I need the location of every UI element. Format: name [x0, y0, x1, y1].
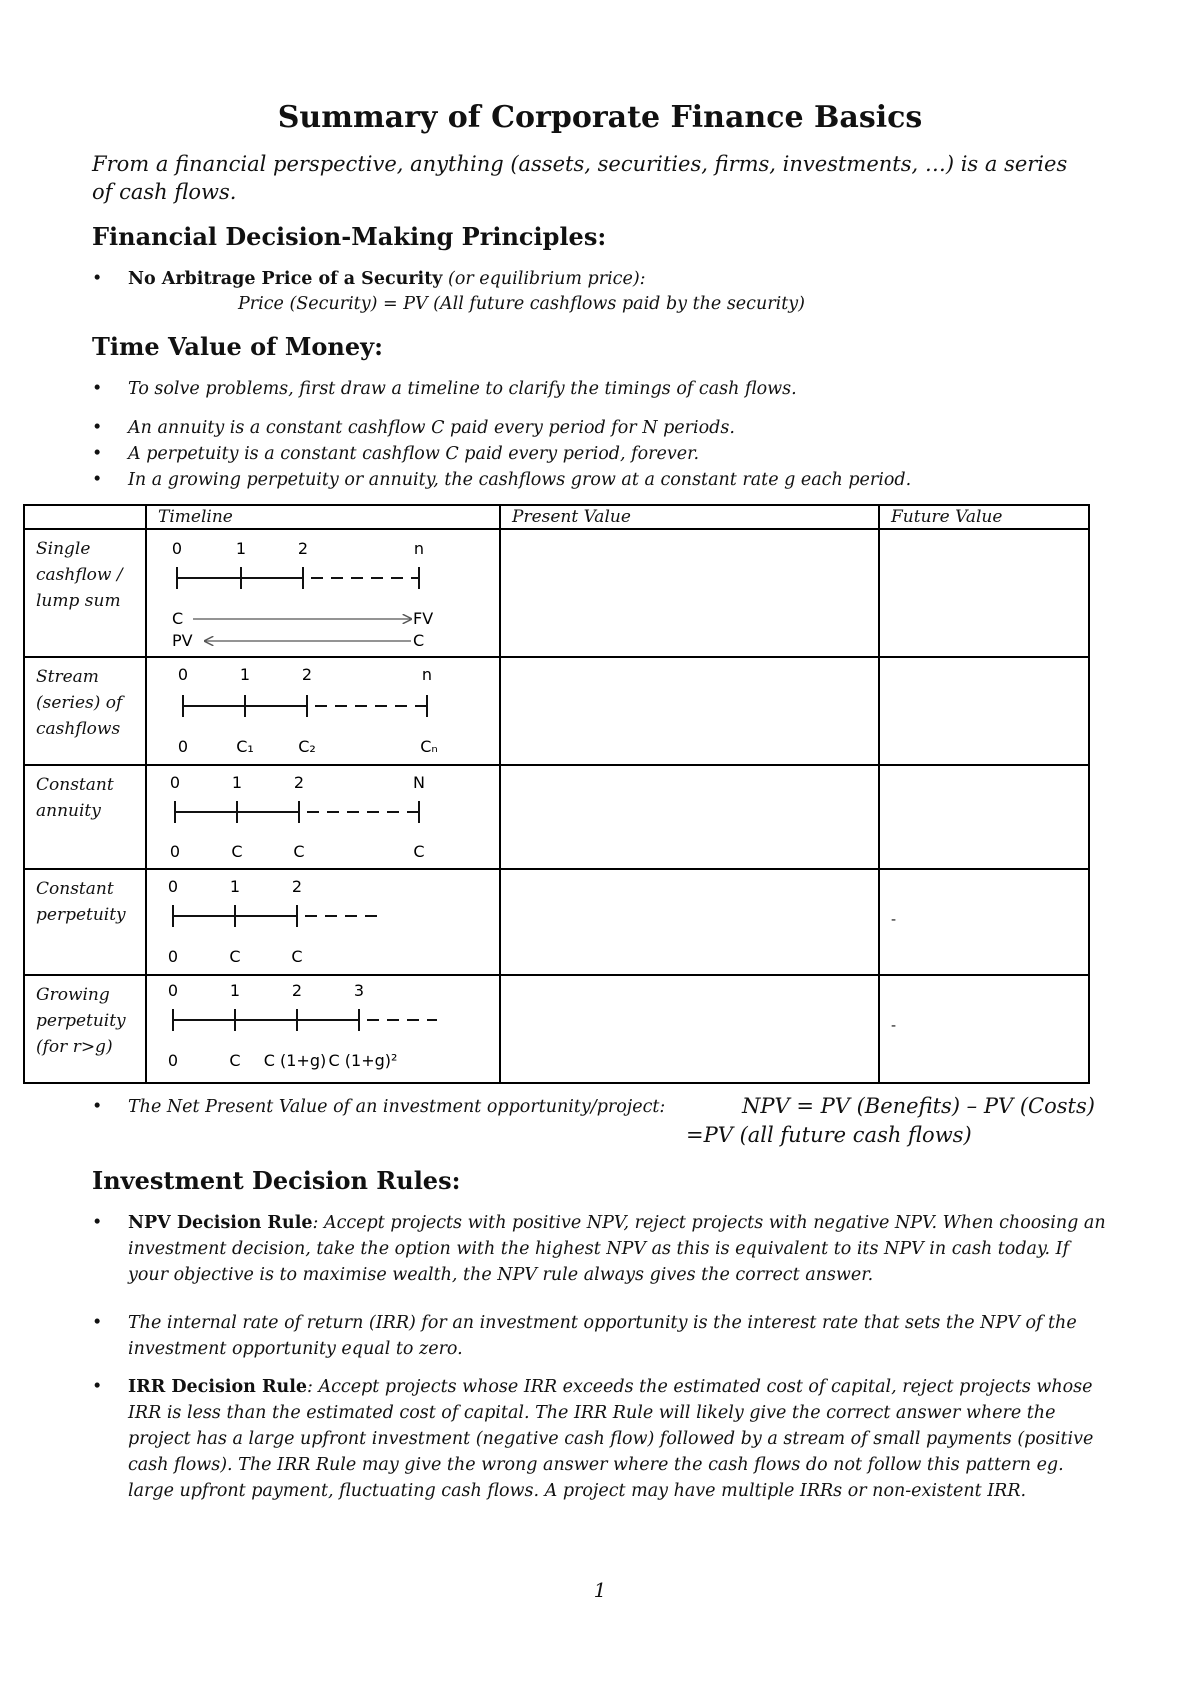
- tick-label: 2: [297, 539, 309, 558]
- row-label: Constant annuity: [24, 765, 146, 869]
- line-left-label: PV: [172, 631, 193, 650]
- page-number: 1: [593, 1578, 607, 1602]
- rules-heading: Investment Decision Rules:: [92, 1166, 461, 1195]
- npv-formula: NPV = PV (Benefits) – PV (Costs): [742, 1094, 1095, 1118]
- pv-cell: [500, 529, 879, 657]
- table-row: [24, 529, 1089, 657]
- row-label: Stream (series) of cashflows: [24, 657, 146, 765]
- timeline-perpetuity: [147, 870, 497, 974]
- tick-label: 2: [301, 665, 313, 684]
- tick-label: 1: [239, 665, 251, 684]
- bullet-dot: •: [92, 269, 103, 289]
- flow-label: C (1+g): [263, 1051, 327, 1070]
- flow-label: C: [293, 842, 305, 861]
- npv-text: The Net Present Value of an investment opportunity/project:: [128, 1097, 666, 1117]
- line-right-label: C: [413, 631, 425, 650]
- tick-label: 2: [291, 981, 303, 1000]
- flow-label: 0: [177, 737, 189, 756]
- fv-cell: -: [879, 869, 1089, 975]
- table-header-row: [24, 505, 1089, 529]
- flow-label: Cₙ: [420, 737, 438, 756]
- pv-cell: [500, 765, 879, 869]
- tick-label: n: [413, 539, 425, 558]
- flow-label: C: [413, 842, 425, 861]
- flow-label: 0: [169, 842, 181, 861]
- tick-label: 0: [169, 773, 181, 792]
- timeline-cell: [146, 765, 500, 869]
- table-row: [24, 869, 1089, 975]
- tick-label: 1: [231, 773, 243, 792]
- timeline-cell: [146, 869, 500, 975]
- flow-label: C: [229, 1051, 241, 1070]
- irr-rule-text: : Accept projects whose IRR exceeds the estimated cost of capital, reject projects whose IRR is less than the estimated cost of capital. The IRR Rule will likely give the correct answer where the project has a large upfront investment (negative cash flow) followed by a stream of small payments (positive cash flows). The IRR Rule may give the wrong answer where the cash flows do not follow this pattern eg. large upfront payment, fluctuating cash flows. A project may have multiple IRRs or non-existent IRR.: [128, 1377, 1094, 1501]
- line-left-label: C: [172, 609, 184, 628]
- fv-cell: [879, 765, 1089, 869]
- page-title: Summary of Corporate Finance Basics: [277, 100, 923, 135]
- pv-cell: [500, 657, 879, 765]
- timeline-cell: [146, 529, 500, 657]
- tick-label: 1: [229, 877, 241, 896]
- pv-cell: [500, 975, 879, 1083]
- flow-label: C (1+g)²: [328, 1051, 398, 1070]
- table-row: [24, 975, 1089, 1083]
- header-timeline: Timeline: [146, 505, 500, 529]
- flow-label: C: [231, 842, 243, 861]
- tick-label: N: [413, 773, 425, 792]
- bullet-dot: •: [92, 1097, 103, 1117]
- intro-text: From a financial perspective, anything (assets, securities, firms, investments, …) is a series of cash flows.: [92, 152, 1068, 204]
- fv-cell: [879, 657, 1089, 765]
- price-formula: Price (Security) = PV (All future cashflows paid by the security): [238, 294, 805, 314]
- line-right-label: FV: [413, 609, 434, 628]
- timeline-stream: [147, 658, 497, 764]
- header-present-value: Present Value: [500, 505, 879, 529]
- tick-label: 2: [293, 773, 305, 792]
- tvm-heading: Time Value of Money:: [92, 332, 383, 361]
- table-row: [24, 765, 1089, 869]
- npv-rule-text: : Accept projects with positive NPV, reject projects with negative NPV. When choosing an investment decision, take the option with the highest NPV as this is equivalent to its NPV in cash today. If your objective is to maximise wealth, the NPV rule always gives the correct answer.: [128, 1213, 1106, 1285]
- npv-rule-label: NPV Decision Rule: [128, 1213, 313, 1233]
- tick-label: 1: [235, 539, 247, 558]
- no-arbitrage-label: No Arbitrage Price of a Security: [128, 269, 443, 289]
- principles-heading: Financial Decision-Making Principles:: [92, 222, 607, 251]
- no-arbitrage-note: (or equilibrium price):: [442, 269, 646, 289]
- tick-label: 0: [171, 539, 183, 558]
- row-label: Single cashflow / lump sum: [24, 529, 146, 657]
- table-row: [24, 657, 1089, 765]
- flow-label: C₁: [236, 737, 254, 756]
- irr-rule-label: IRR Decision Rule: [128, 1377, 308, 1397]
- fv-cell: -: [879, 975, 1089, 1083]
- npv-formula-continued: =PV (all future cash flows): [686, 1123, 972, 1147]
- header-future-value: Future Value: [879, 505, 1089, 529]
- tick-label: 0: [167, 981, 179, 1000]
- row-label: Growing perpetuity (for r>g): [24, 975, 146, 1083]
- tvm-table: [23, 504, 1090, 1084]
- flow-label: C: [291, 947, 303, 966]
- tick-label: n: [421, 665, 433, 684]
- tick-label: 1: [229, 981, 241, 1000]
- timeline-annuity: [147, 766, 497, 868]
- tick-label: 2: [291, 877, 303, 896]
- timeline-single-cashflow: [147, 530, 497, 656]
- timeline-cell: [146, 975, 500, 1083]
- irr-definition-text: The internal rate of return (IRR) for an investment opportunity is the interest rate that sets the NPV of the investment opportunity equal to zero.: [128, 1313, 1077, 1359]
- document-page: Summary of Corporate Finance Basics From a financial perspective, anything (assets, securities, firms, investments, …) is a series of cash flows. Financial Decision-Making Principles: • No Arbitrage Price of a Security (or equilibrium price): Price (Security) = PV (All future cashflows paid by the security) Time Value of Money: • To solve problems, first draw a timeline to clarify the timings of cash flows. • An annuity is a constant cashflow C paid every period for N periods. • A perpetuity is a constant cashflow C paid every period, forever. • In a growing perpetuity or annuity, the cashflows grow at a constant rate g each period. Timeline Present Value Future Value Single cashflow / lump sum 0 1 2 n C FV PV C Stream (series) of cashflows 0 1 2 n 0 C₁ C₂ Cₙ Constant annuity 0 1 2 N 0 C C C Constant perpetuity 0 1 2 0 C C - Growing perpetuity (for r>g) 0 1 2 3 0 C C (1+g) C (1+g)² - • The Net Present Value of an investment opportunity/project: NPV = PV (Benefits) – PV (Costs) =PV (all future cash flows) Investment Decision Rules: • NPV Decision Rule: Accept projects with positive NPV, reject projects with negative NPV. When choosing an investment decision, take the option with the highest NPV as this is equivalent to its NPV in cash today. If your objective is to maximise wealth, the NPV rule always gives the correct answer. • The internal rate of return (IRR) for an investment opportunity is the interest rate that sets the NPV of the investment opportunity equal to zero. • IRR Decision Rule: Accept projects whose IRR exceeds the estimated cost of capital, reject projects whose IRR is less than the estimated cost of capital. The IRR Rule will likely give the correct answer where the project has a large upfront investment (negative cash flow) followed by a stream of small payments (positive cash flows). The IRR Rule may give the wrong answer where the cash flows do not follow this pattern eg. large upfront payment, fluctuating cash flows. A project may have multiple IRRs or non-existent IRR. 1: [0, 0, 1200, 1698]
- flow-label: 0: [167, 1051, 179, 1070]
- timeline-growing-perpetuity: [147, 976, 497, 1082]
- timeline-cell: [146, 657, 500, 765]
- row-label: Constant perpetuity: [24, 869, 146, 975]
- pv-cell: [500, 869, 879, 975]
- fv-cell: [879, 529, 1089, 657]
- tick-label: 0: [167, 877, 179, 896]
- flow-label: C₂: [298, 737, 316, 756]
- tick-label: 3: [353, 981, 365, 1000]
- flow-label: 0: [167, 947, 179, 966]
- flow-label: C: [229, 947, 241, 966]
- tick-label: 0: [177, 665, 189, 684]
